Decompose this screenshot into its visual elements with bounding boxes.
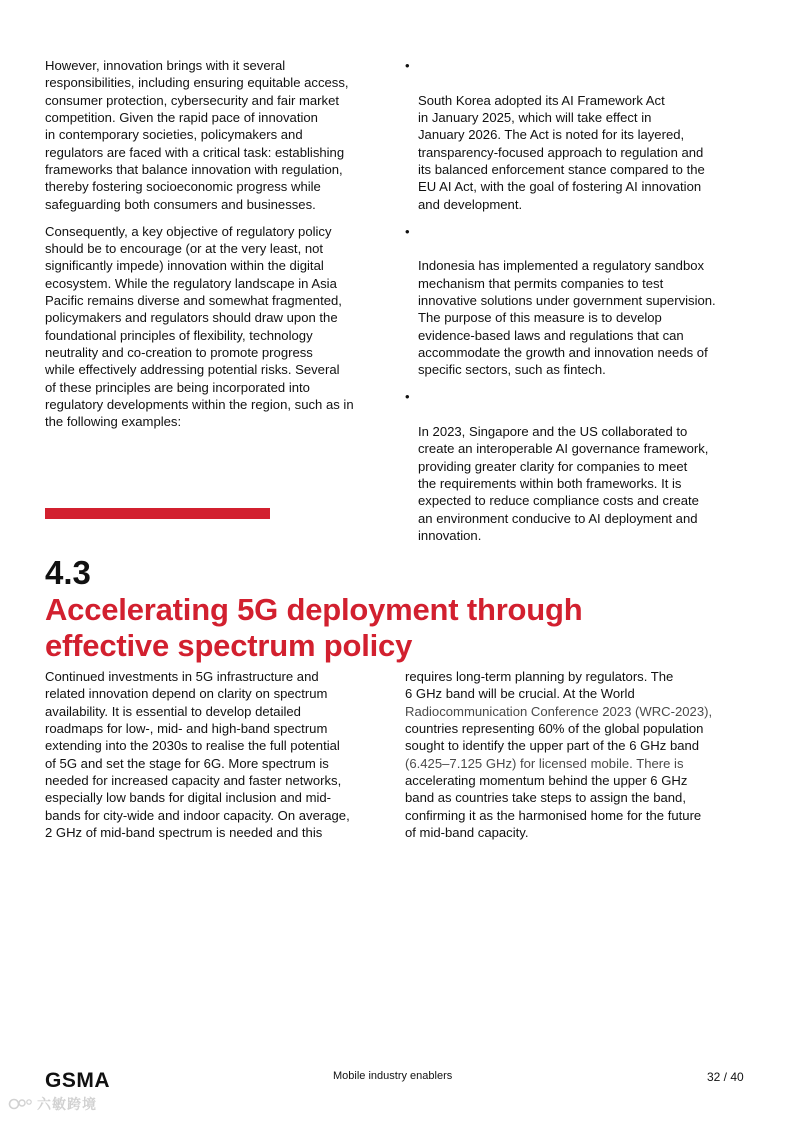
bullet-item-indonesia: [405, 223, 753, 379]
intro-left-column: [45, 57, 393, 440]
bullet-icon: •: [405, 58, 410, 73]
bullet-text: In 2023, Singapore and the US collaborated to create an interoperable AI governance framework, providing greater clarity for companies to meet the requirements within both frameworks. It is expected to reduce compliance costs and create an environment conducive to AI deployment and innovation.: [418, 423, 709, 543]
wrc-reference-text: Radiocommunication Conference 2023 (WRC-2023),: [405, 703, 713, 719]
bullet-icon: •: [405, 223, 410, 239]
section-divider-bar: [45, 508, 270, 519]
body-text-segment: countries representing 60% of the global population sought to identify the upper part of the 6 GHz band: [405, 721, 704, 754]
body-text-segment: accelerating momentum behind the upper 6 GHz band as countries take steps to assign the band, confirming it as the harmonised home for the future of mid-band capacity.: [405, 773, 702, 841]
section-body-left: [45, 668, 395, 851]
watermark: [8, 1094, 97, 1114]
page-number: 32 / 40: [707, 1070, 744, 1084]
section-number: 4.3: [45, 554, 91, 591]
bullet-item-singapore-us: [405, 388, 753, 544]
bullet-text: Indonesia has implemented a regulatory sandbox mechanism that permits companies to test innovative solutions under government supervision. The purpose of this measure is to develop evidence-based laws and regulations that can accommodate the growth and innovation needs of specific sectors, such as fintech.: [418, 258, 716, 378]
body-text-segment: requires long-term planning by regulators. The 6 GHz band will be crucial. At the World: [405, 669, 674, 702]
intro-paragraph-2: Consequently, a key objective of regulatory policy should be to encourage (or at the very least, not significantly impede) innovation within the digital ecosystem. While the regulatory landscape in Asia Pacific remains diverse and somewhat fragmented, policymakers and regulators should draw upon the foundational principles of flexibility, technology neutrality and co-creation to promote progress while effectively addressing potential risks. Several of these principles are being incorporated into regulatory developments within the region, such as in the following examples:: [45, 223, 354, 430]
examples-bullet-list: [405, 57, 753, 554]
section-body-left-text: Continued investments in 5G infrastructure and related innovation depend on clarity on spectrum availability. It is essential to develop detailed roadmaps for low-, mid- and high-band spectrum extending into the 2030s to realise the full potential of 5G and set the stage for 6G. More spectrum is needed for increased capacity and faster networks, especially low bands for digital inclusion and mid- bands for city-wide and indoor capacity. On average, 2 GHz of mid-band spectrum is needed and this: [45, 669, 350, 841]
band-range-text: (6.425–7.125 GHz) for licensed mobile. There is: [405, 755, 684, 771]
section-title: Accelerating 5G deployment through effective spectrum policy: [45, 592, 583, 663]
footer-section-label: Mobile industry enablers: [333, 1070, 453, 1082]
section-body-right-text: [405, 668, 753, 841]
watermark-text: 六敏跨境: [37, 1096, 97, 1112]
watermark-logo-icon: [8, 1097, 34, 1111]
bullet-item-south-korea: [405, 57, 753, 213]
intro-paragraph-1: However, innovation brings with it several responsibilities, including ensuring equitable access, consumer protection, cybersecurity and fair market competition. Given the rapid pace of innovation in contemporary societies, policymakers and regulators are faced with a critical task: establishing frameworks that balance innovation with regulation, thereby fostering socioeconomic progress while safeguarding both consumers and businesses.: [45, 58, 349, 212]
section-body-right: [405, 668, 753, 851]
bullet-text: South Korea adopted its AI Framework Act in January 2025, which will take effect in January 2026. The Act is noted for its layered, transparency-focused approach to regulation and its balanced enforcement stance compared to the EU AI Act, with the goal of fostering AI innovation and development.: [418, 92, 705, 212]
gsma-logo: GSMA: [45, 1069, 110, 1092]
bullet-icon: •: [405, 389, 410, 405]
